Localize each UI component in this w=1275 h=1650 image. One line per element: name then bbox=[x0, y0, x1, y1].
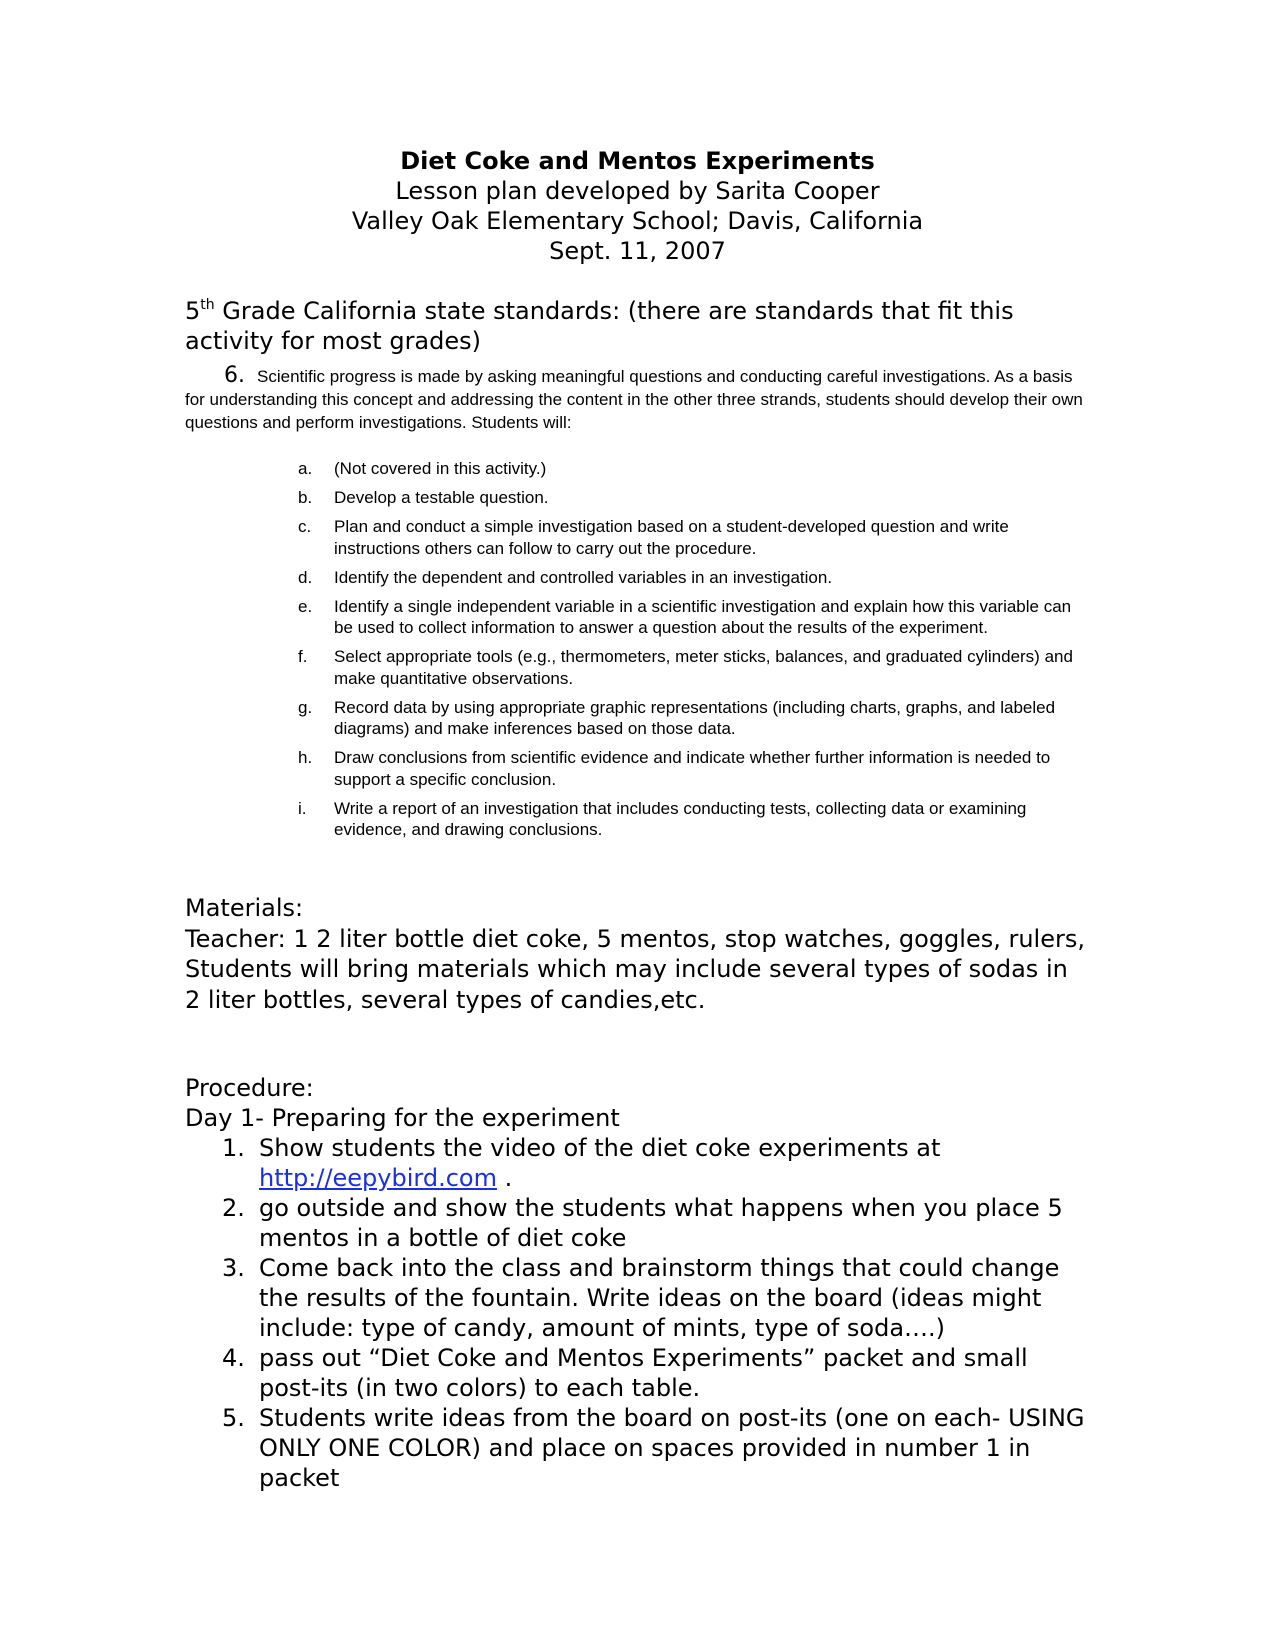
list-item bbox=[298, 697, 1088, 740]
standard-intro bbox=[185, 364, 1085, 434]
step-number: 3. bbox=[222, 1254, 245, 1282]
procedure-step bbox=[185, 1343, 1085, 1403]
item-text: (Not covered in this activity.) bbox=[334, 459, 547, 478]
materials-section bbox=[185, 893, 1085, 1015]
procedure-step bbox=[185, 1133, 1085, 1193]
step-text: Show students the video of the diet coke experiments at bbox=[259, 1134, 941, 1162]
step-text: Come back into the class and brainstorm things that could change the results of the fountain. Write ideas on the board (ideas might include: type of candy, amount of mints, type of soda….) bbox=[259, 1254, 1060, 1342]
item-letter: b. bbox=[298, 488, 313, 507]
standards-heading bbox=[185, 296, 1085, 356]
step-number: 2. bbox=[222, 1194, 245, 1222]
procedure-step bbox=[185, 1253, 1085, 1343]
item-letter: g. bbox=[298, 697, 313, 717]
school-line: Valley Oak Elementary School; Davis, California bbox=[351, 207, 924, 235]
item-text: Identify a single independent variable in a scientific investigation and explain how this variable can be used to collect information to answer a question about the results of the experiment. bbox=[334, 596, 1072, 637]
item-text: Record data by using appropriate graphic representations (including charts, graphs, and labeled diagrams) and make inferences based on those data. bbox=[334, 697, 1056, 738]
grade-suffix: th bbox=[200, 297, 215, 313]
list-item bbox=[298, 596, 1088, 639]
step-text: Students write ideas from the board on post-its (one on each- USING ONLY ONE COLOR) and place on spaces provided in number 1 in packet bbox=[259, 1404, 1085, 1492]
item-text: Write a report of an investigation that includes conducting tests, collecting data or examining evidence, and drawing conclusions. bbox=[334, 798, 1027, 839]
item-text: Draw conclusions from scientific evidence and indicate whether further information is needed to support a specific conclusion. bbox=[334, 748, 1051, 789]
standard-number: 6. bbox=[224, 363, 245, 388]
grade-number: 5 bbox=[185, 297, 201, 325]
materials-teacher: Teacher: 1 2 liter bottle diet coke, 5 mentos, stop watches, goggles, rulers, bbox=[185, 924, 1085, 953]
item-text: Plan and conduct a simple investigation based on a student-developed question and write instructions others can follow to carry out the procedure. bbox=[334, 517, 1009, 558]
step-number: 1. bbox=[222, 1134, 245, 1162]
standards-list bbox=[298, 458, 1088, 848]
procedure-steps bbox=[185, 1133, 1085, 1493]
item-letter: f. bbox=[298, 647, 308, 666]
document-header bbox=[0, 146, 1275, 266]
item-text: Develop a testable question. bbox=[334, 488, 549, 507]
item-letter: d. bbox=[298, 567, 313, 587]
item-text: Select appropriate tools (e.g., thermometers, meter sticks, balances, and graduated cylinders) and make quantitative observations. bbox=[334, 647, 1073, 688]
item-letter: h. bbox=[298, 748, 313, 767]
document-title: Diet Coke and Mentos Experiments bbox=[400, 147, 875, 175]
item-letter: c. bbox=[298, 517, 312, 536]
materials-students: Students will bring materials which may include several types of sodas in 2 liter bottles, several types of candies,etc. bbox=[185, 955, 1068, 1014]
procedure-heading: Procedure: bbox=[185, 1074, 314, 1102]
list-item bbox=[298, 458, 1088, 480]
step-number: 4. bbox=[222, 1344, 245, 1372]
procedure-step bbox=[185, 1193, 1085, 1253]
step-number: 5. bbox=[222, 1404, 245, 1432]
list-item bbox=[298, 747, 1088, 790]
list-item bbox=[298, 487, 1088, 509]
list-item bbox=[298, 567, 1088, 589]
item-letter: i. bbox=[298, 798, 307, 818]
standard-intro-text: Scientific progress is made by asking meaningful questions and conducting careful investigations. As a basis for understanding this concept and addressing the content in the other three strands, students should develop their own questions and perform investigations. Students will: bbox=[185, 367, 1083, 432]
standards-heading-text: Grade California state standards: (there are standards that fit this activity for most grades) bbox=[185, 297, 1014, 355]
procedure-step bbox=[185, 1403, 1085, 1493]
list-item bbox=[298, 646, 1088, 689]
materials-heading: Materials: bbox=[185, 894, 304, 922]
item-letter: a. bbox=[298, 459, 313, 478]
date-line: Sept. 11, 2007 bbox=[549, 237, 726, 265]
procedure-section bbox=[185, 1073, 1085, 1493]
step-text: go outside and show the students what happens when you place 5 mentos in a bottle of diet coke bbox=[259, 1194, 1063, 1252]
eepybird-link[interactable]: http://eepybird.com bbox=[259, 1164, 497, 1192]
item-letter: e. bbox=[298, 596, 313, 616]
step-text-after: . bbox=[496, 1164, 513, 1192]
procedure-day-heading: Day 1- Preparing for the experiment bbox=[185, 1104, 620, 1132]
list-item bbox=[298, 798, 1088, 841]
author-line: Lesson plan developed by Sarita Cooper bbox=[395, 177, 880, 205]
item-text: Identify the dependent and controlled variables in an investigation. bbox=[334, 567, 833, 587]
list-item bbox=[298, 516, 1088, 559]
step-text: pass out “Diet Coke and Mentos Experiments” packet and small post-its (in two colors) to each table. bbox=[259, 1344, 1028, 1402]
